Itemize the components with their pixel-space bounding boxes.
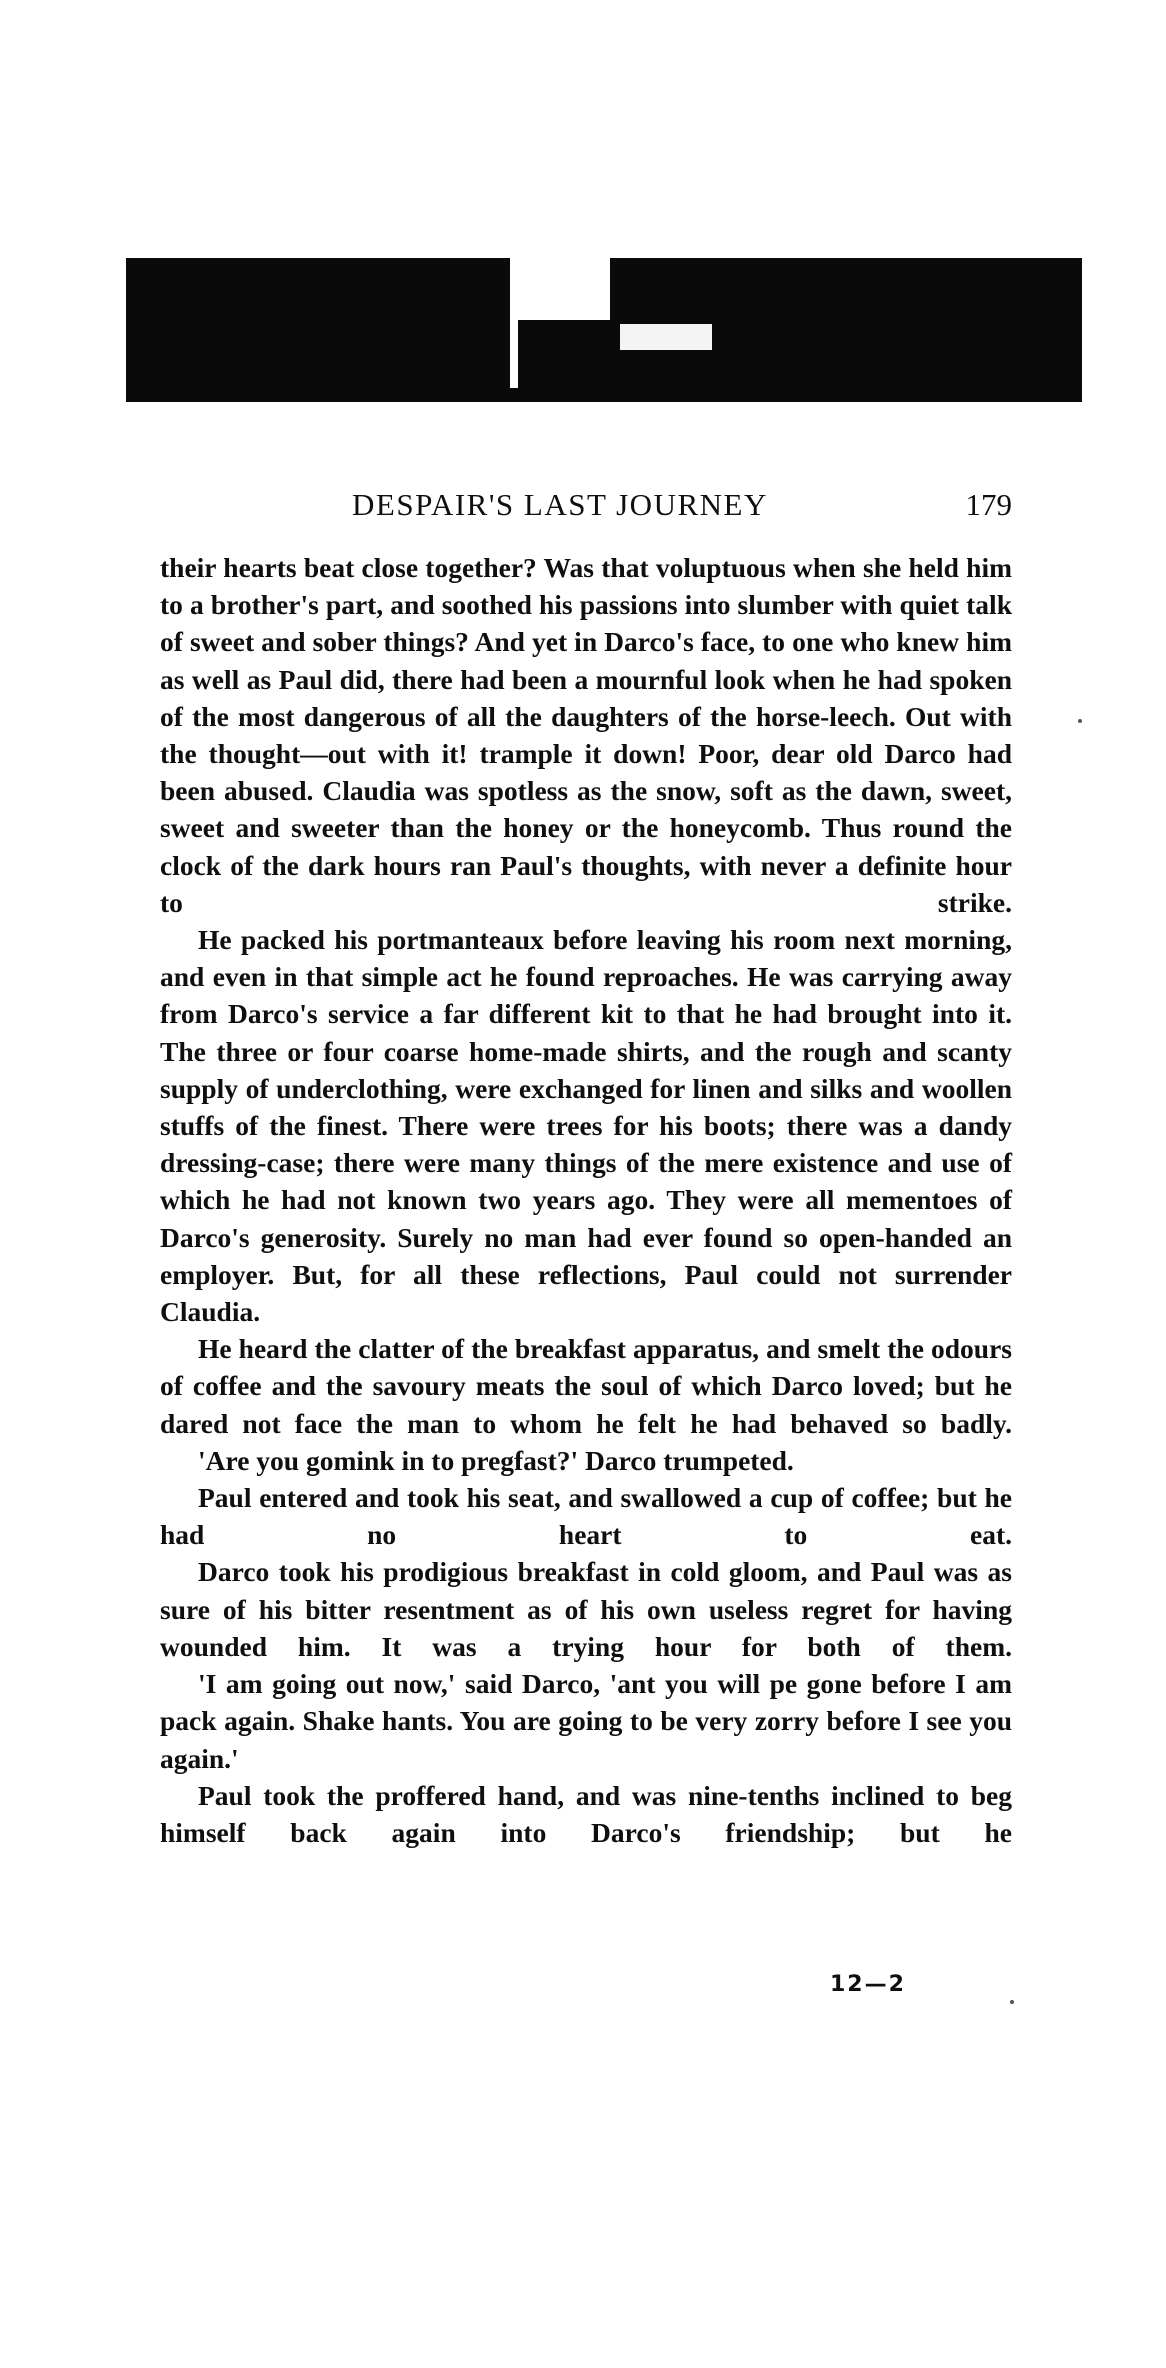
paragraph: Paul entered and took his seat, and swallowed a cup of coffee; but he had no heart to eat. — [160, 1482, 1012, 1551]
running-title: DESPAIR'S LAST JOURNEY — [352, 487, 768, 522]
scan-speck — [1010, 2000, 1014, 2004]
page-header — [160, 480, 1012, 530]
signature-mark: 12—2 — [830, 1972, 906, 1997]
body-text — [160, 549, 1012, 1851]
paragraph: 'Are you gomink in to pregfast?' Darco trumpeted. — [198, 1444, 794, 1476]
page-number: 179 — [965, 487, 1012, 522]
scanned-paper-slip — [620, 324, 712, 350]
paragraph: He heard the clatter of the breakfast apparatus, and smelt the odours of coffee and the savoury meats the soul of which Darco loved; but he dared not face the man to whom he felt he had behaved so badly. — [160, 1333, 1012, 1439]
paragraph: Darco took his prodigious breakfast in cold gloom, and Paul was as sure of his bitter resentment as of his own useless regret for having wounded him. It was a trying hour for both of them. — [160, 1556, 1012, 1662]
paragraph: 'I am going out now,' said Darco, 'ant you will pe gone before I am pack again. Shake hants. You are going to be very zorry before I see you again.' — [160, 1668, 1012, 1774]
scan-speck — [1078, 719, 1082, 723]
paragraph: He packed his portmanteaux before leaving his room next morning, and even in that simple act he found reproaches. He was carrying away from Darco's service a far different kit to that he had brought into it. The three or four coarse home-made shirts, and the rough and scanty supply of underclothing, were exchanged for linen and silks and woollen stuffs of the finest. There were trees for his boots; there was a dandy dressing-case; there were many things of the mere existence and use of which he had not known two years ago. They were all mementoes of Darco's generosity. Surely no man had ever found so open-handed an employer. But, for all these reflections, Paul could not surrender Claudia. — [160, 924, 1012, 1328]
paragraph: Paul took the proffered hand, and was nine-tenths inclined to beg himself back again into Darco's friendship; but he — [160, 1779, 1012, 1848]
paragraph: their hearts beat close together? Was that voluptuous when she held him to a brother's part, and soothed his passions into slumber with quiet talk of sweet and sober things? And yet in Darco's face, to one who knew him as well as Paul did, there had been a mournful look when he had spoken of the most dangerous of all the daughters of the horse-leech. Out with the thought—out with it! trample it down! Poor, dear old Darco had been abused. Claudia was spotless as the snow, soft as the dawn, sweet, sweet and sweeter than the honey or the honeycomb. Thus round the clock of the dark hours ran Paul's thoughts, with never a definite hour to strike. — [160, 552, 1012, 918]
scanned-band-notch — [510, 258, 610, 388]
